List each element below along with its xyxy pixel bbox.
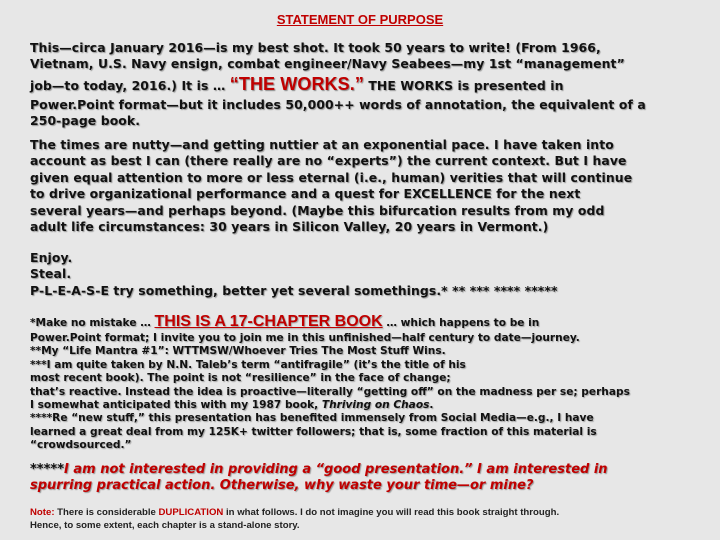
note-pre: There is considerable <box>54 507 159 518</box>
book-title-thriving: Thriving on Chaos <box>321 399 430 412</box>
page-title: STATEMENT OF PURPOSE <box>276 12 444 27</box>
intro-line-5: 250-page book. <box>30 113 141 129</box>
footnote-line-1 <box>30 313 694 332</box>
footnote-line-5: most recent book). The point is not “resilience” in the face of change; <box>30 372 451 385</box>
footnote-7-post: . <box>429 399 434 412</box>
footnote-line-4: ***I am quite taken by N.N. Taleb’s term “antifragile” (it’s the title of his <box>30 358 466 371</box>
footnote-line-10: “crowdsourced.” <box>30 439 132 452</box>
please-try-line: P-L-E-A-S-E try something, better yet several somethings.* ** *** **** ***** <box>30 282 558 298</box>
footnotes <box>30 313 694 453</box>
footnote-1-pre: *Make no mistake … <box>30 317 155 329</box>
intro-line-3-pre: job—to today, 2016.) It is … <box>30 77 230 93</box>
footnote-1-post: … which happens to be in <box>382 317 540 329</box>
intro-line-4: Power.Point format—but it includes 50,000++ words of annotation, the equivalent of a <box>30 96 646 112</box>
closing-line-2: spurring practical action. Otherwise, why waste your time—or mine? <box>30 478 534 493</box>
context-line-3: given equal attention to more or less eternal (i.e., human) verities that will continue <box>30 169 633 185</box>
note-line-2: Hence, to some extent, each chapter is a stand-alone story. <box>30 520 300 531</box>
footnote-7-pre: I somewhat anticipated this with my 1987 book, <box>30 399 322 412</box>
steal-line: Steal. <box>30 266 72 282</box>
footnote-line-2: Power.Point format; I invite you to join me in this unfinished—half century to date—journey. <box>30 332 580 344</box>
closing-line-1-text: I am not interested in providing a “good presentation.” I am interested in <box>64 462 608 477</box>
intro-line-3-post: THE WORKS is presented in <box>363 77 564 93</box>
duplication-note <box>30 506 694 532</box>
context-line-1: The times are nutty—and getting nuttier at an exponential pace. I have taken into <box>30 137 614 152</box>
context-paragraph <box>30 137 692 235</box>
footnote-line-8: ****Re “new stuff,” this presentation has benefited immensely from Social Media—e.g., I have <box>30 412 594 425</box>
footnote-line-7 <box>30 399 694 412</box>
footnote-line-9: learned a great deal from my 125K+ twitter followers; that is, some fraction of this material is <box>30 425 597 438</box>
intro-line-2: Vietnam, U.S. Navy ensign, combat engineer/Navy Seabees—my 1st “management” <box>30 56 625 72</box>
intro-paragraph <box>30 40 692 130</box>
context-line-6: adult life circumstances: 30 years in Silicon Valley, 20 years in Vermont.) <box>30 219 549 235</box>
context-line-4: to drive organizational performance and a quest for EXCELLENCE for the next <box>30 186 581 202</box>
note-line-1 <box>30 506 694 519</box>
context-line-5: several years—and perhaps beyond. (Maybe this bifurcation results from my odd <box>30 202 605 218</box>
closing-statement <box>30 462 694 494</box>
closing-stars: ***** <box>30 462 64 477</box>
note-post: in what follows. I do not imagine you will read this book straight through. <box>223 507 560 518</box>
context-line-2: account as best I can (there really are no “experts”) the current context. But I have <box>30 153 627 169</box>
intro-line-1: This—circa January 2016—is my best shot. It took 50 years to write! (From 1966, <box>30 40 601 55</box>
duplication-highlight: DUPLICATION <box>158 507 224 518</box>
closing-line-1 <box>30 462 694 478</box>
the-works-highlight: “THE WORKS.” <box>229 73 364 94</box>
enjoy-line: Enjoy. <box>30 250 73 265</box>
chapter-book-highlight: THIS IS A 17-CHAPTER BOOK <box>154 313 383 330</box>
note-label: Note: <box>30 507 55 518</box>
footnote-line-6: that’s reactive. Instead the idea is proactive—literally “getting off” on the madness per se; perhaps <box>30 385 630 398</box>
enjoy-paragraph <box>30 250 692 299</box>
footnote-line-3: **My “Life Mantra #1”: WTTMSW/Whoever Tries The Most Stuff Wins. <box>30 345 446 358</box>
intro-line-3 <box>30 73 692 97</box>
